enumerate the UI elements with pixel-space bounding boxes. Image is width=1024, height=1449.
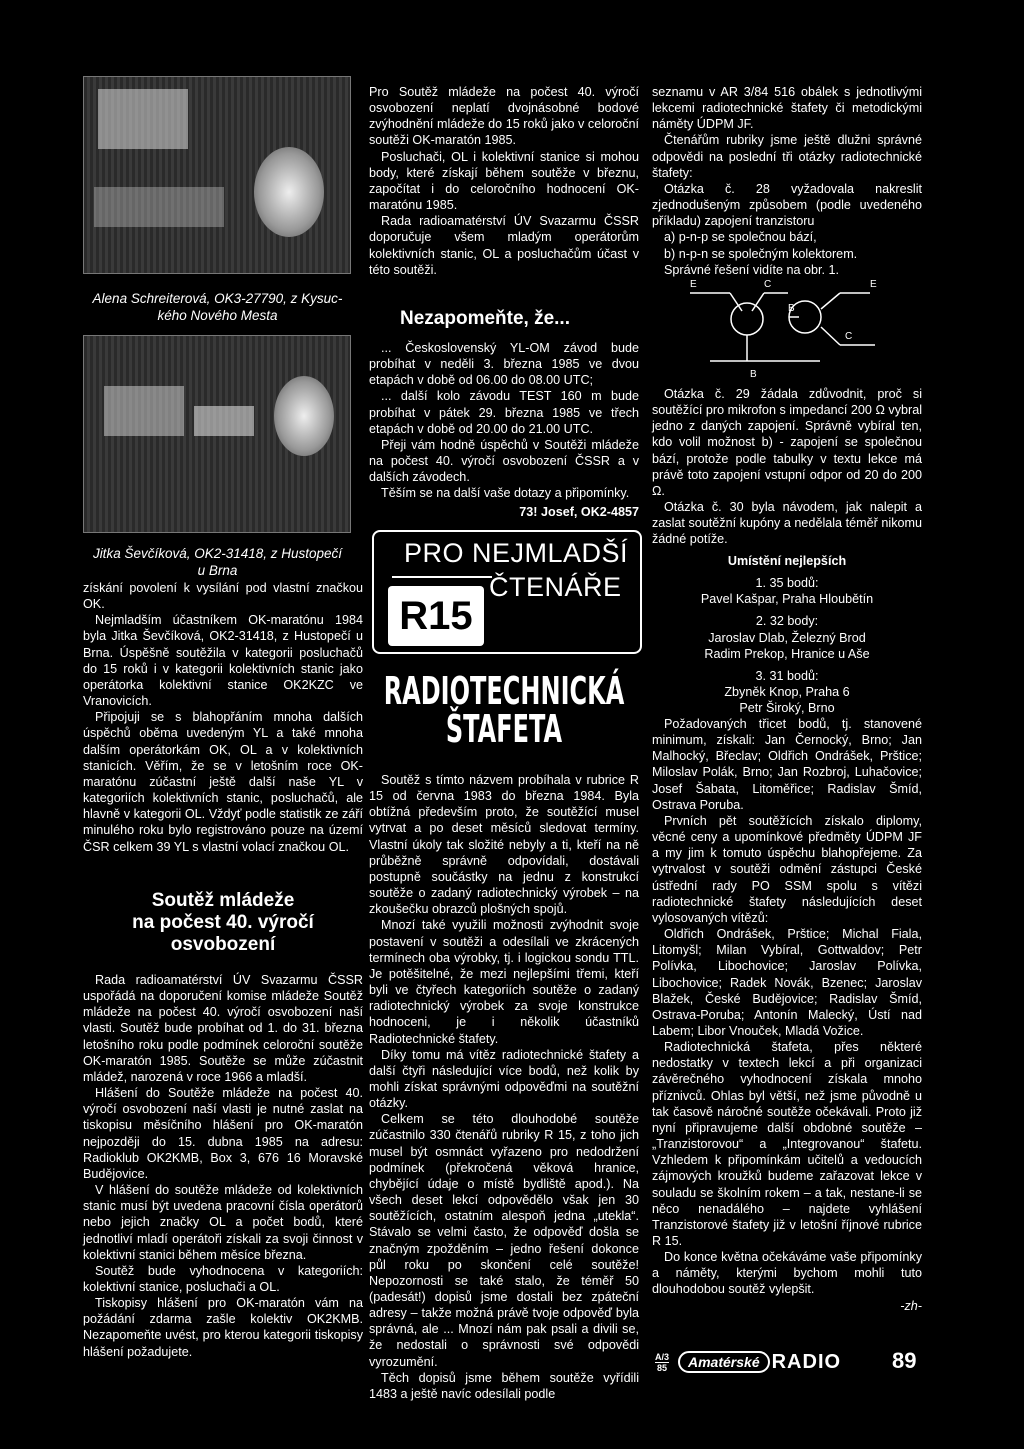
- nezapomente-heading: Nezapomeňte, že...: [400, 308, 570, 329]
- right-paragraph: Čtenářům rubriky jsme ještě dlužni správné odpovědi na poslední tři otázky radiotechnické štafety:: [652, 133, 922, 180]
- youth-section-box: [372, 530, 642, 654]
- left-column-text-2: [83, 972, 363, 1360]
- left-paragraph: Připojuji se s blahopřáním mnoha dalších úspěchů oběma uvedeným YL a také mnoha dalším operátorkám OK, OL a v kolektivních stanicích. Věřím, že se v letošním roce OK-maratónu zúčastní ještě další naše YL v kategoriích kolektivních stanic, posluchačů, ale hlavně v kategorii OL. Vždyť podle statistik ze září minulého roku bylo registrováno pouze na území ČSR celkem 39 YL s vlastní volací značkou OL.: [83, 710, 363, 854]
- right-paragraph: Otázka č. 30 byla návodem, jak nalepit a zaslat soutěžní kupóny a nedělala téměř nikomu žádné potíže.: [652, 500, 922, 547]
- middle-paragraph: Přeji vám hodně úspěchů v Soutěži mládeže na počest 40. výročí osvobození ČSSR a v dalších závodech.: [369, 437, 639, 485]
- middle-paragraph: Celkem se této dlouhodobé soutěže zúčastnilo 330 čtenářů rubriky R 15, z toho jich musel být osmnáct vyřazeno pro nedodržení podmínek (překročená věková hranice, chybějící údaje o místě bydliště apod.). Na všech deset lekcí odpovědělo však jen 30 soutěžících, ostatním alespoň jedna „utekla“. Stávalo se velmi často, že odpověď došla se značným zpožděním – jedno řešení dokonce půl roku po skončení celé soutěže! Nepozornosti se také stalo, že téměř 50 (padesát!) dopisů jsme dostali bez zpáteční adresy – takže možná právě tvoje odpověď byla správná, ale ... Mnozí nám pak psali a divili se, že nedostali o správnosti své odpovědi vyrozumění.: [369, 1112, 639, 1369]
- right-paragraph: Požadovaných třicet bodů, tj. stanovené minimum, získali: Jan Černocký, Brno; Jan Malhocký, Břeclav; Oldřich Ondrášek, Prštice; Miloslav Polák, Brno; Jan Rozbroj, Luhačovice; Josef Šabata, Litoměřice; Radislav Šmíd, Ostrava Poruba.: [652, 717, 922, 812]
- middle-paragraph: Mnozí také využili možnosti zvýhodnit svoje postavení v soutěži a odesílali ve zkrácených termínech oba výrobky, tj. i logickou sondu TTL. Je potěšitelné, že mezi nejlepšími třemi, kteří byli ve čtyřech kategoriích soutěže o zadaný radiotechnický výrobek za svoje konstrukce hodnoceni, je i několik účastníků Radiotechnické štafety.: [369, 918, 639, 1046]
- right-paragraph: Radiotechnická štafeta, přes některé nedostatky v textech lekcí a při organizaci závěrečného vyhodnocení získala mnoho příznivců. Ohlas byl větší, než jsme původně u tak časově náročné soutěže očekávali. Proto již nyní připravujeme další obdobné soutěže – „Tranzistorovou“ a „Integrovanou“ štafetu. Vzhledem k připomínkám učitelů a vedoucích zájmových kroužků budeme zařazovat lekce v souladu se školním rokem – a tak, nestane-li se něco nenadálého – najdete vyhlášení Tranzistorové štafety již v letošní říjnové rubrice R 15.: [652, 1040, 922, 1248]
- result-rank: 2. 32 body:: [755, 614, 819, 629]
- left-column-text: [83, 580, 363, 855]
- results-block: [652, 553, 922, 716]
- right-paragraph: b) n-p-n se společným kolektorem.: [664, 246, 858, 261]
- youth-contest-heading: Soutěž mládeže na počest 40. výročí osvobození: [132, 890, 314, 955]
- issue-top: A/3: [655, 1352, 670, 1362]
- left-paragraph: V hlášení do soutěže mládeže od kolektivních stanic musí být uvedena pracovní čísla operátorů nebo jejich značky OL a počet bodů, které jednotliví mladí operátoři získali za svoji činnost v kolektivní stanici během měsíce března.: [83, 1183, 363, 1262]
- result-name: Petr Široký, Brno: [739, 701, 835, 716]
- middle-paragraph: Těch dopisů jsme během soutěže vyřídili 1483 a ještě navíc odesílali podle: [369, 1370, 639, 1401]
- page-number: 89: [892, 1348, 917, 1373]
- right-paragraph: a) p-n-p se společnou bází,: [664, 230, 817, 245]
- brand-block: RADIO: [771, 1350, 842, 1373]
- middle-paragraph: Rada radioamatérství ÚV Svazarmu ČSSR doporučuje všem mladým operátorům kolektivních stanic, OL a posluchačům účast v této soutěži.: [369, 214, 639, 277]
- diagram-label: E: [870, 279, 877, 290]
- issue-number: [655, 1352, 669, 1373]
- left-paragraph: získání povolení k vysílání pod vlastní značkou OK.: [83, 581, 363, 612]
- middle-paragraph: ... další kolo závodu TEST 160 m bude probíhat v pátek 29. března 1985 ve třech etapách v době od 20.00 do 21.00 UTC.: [369, 389, 639, 436]
- left-paragraph: Soutěž bude vyhodnocena v kategoriích: kolektivní stanice, posluchači a OL.: [83, 1263, 363, 1294]
- box-title-line2: ČTENÁŘE: [489, 572, 622, 602]
- diagram-label: B: [750, 369, 757, 380]
- title-line2: ŠTAFETA: [445, 706, 563, 752]
- box-divider: [392, 576, 492, 578]
- title-line1: RADIOTECHNICKÁ: [383, 668, 625, 714]
- result-rank: 3. 31 bodů:: [755, 668, 819, 683]
- r15-logo: [388, 586, 484, 646]
- right-paragraph: Otázka č. 28 vyžadovala nakreslit zjednodušeným způsobem (podle uvedeného příkladu) zapojení tranzistoru: [652, 181, 922, 229]
- result-name: Pavel Kašpar, Praha Hloubětín: [700, 592, 874, 607]
- diagram-label: C: [764, 279, 772, 290]
- box-title-line1: PRO NEJMLADŠÍ: [404, 538, 629, 568]
- photo-alena: [83, 76, 351, 274]
- left-paragraph: Nejmladším účastníkem OK-maratónu 1984 byla Jitka Ševčíková, OK2-31418, z Hustopečí u Brna. Úspěšně soutěžila v kategorii posluchačů do 15 roků i v kategorii kolektivních stanic jako operátorka kolektivní stanice OK2KZC ve Vranovicích.: [83, 613, 363, 709]
- middle-paragraph: Pro Soutěž mládeže na počest 40. výročí osvobození neplatí dvojnásobné bodové zvýhodnění mládeže do 15 roků jako v celoroční soutěži OK-maratón 1985.: [369, 85, 639, 148]
- right-paragraph: Otázka č. 29 žádala zdůvodnit, proč si soutěžící pro mikrofon s impedancí 200 Ω vybral jedno z daných zapojení. Správně vybíral ten, kdo volil možnost b) - zapojení se společnou bází, protože podle tabulky v textu lekce má právě toto zapojení vstupní odpor od 20 do 200 Ω.: [652, 387, 922, 498]
- photo-alena-caption: Alena Schreiterová, OK3-27790, z Kysuc- kého Nového Mesta: [92, 291, 343, 323]
- radiotechnicka-title: [369, 668, 639, 714]
- author-sign: -zh-: [900, 1298, 922, 1313]
- right-column-bottom: [652, 716, 922, 1314]
- right-paragraph: Správné řešení vidíte na obr. 1.: [664, 262, 840, 277]
- right-paragraph: Do konce května očekáváme vaše připomínky a náměty, kterými bychom mohli tuto dlouhodobou soutěž vylepšit.: [652, 1250, 922, 1297]
- middle-column-article: [369, 772, 639, 1402]
- middle-paragraph: Díky tomu má vítěz radiotechnické štafety a další čtyři následující více bodů, než kolik by mohli získat správnými odpověďmi na soutěžní otázky.: [369, 1047, 639, 1111]
- right-paragraph: Oldřich Ondrášek, Prštice; Michal Fiala, Litomyšl; Milan Vybíral, Gottwaldov; Petr Polívka, Libochovice; Jaroslav Polívka, Libochovice; Radek Novák, Bzenec; Jaroslav Blažek, České Budějovice; Radislav Šmíd, Ostrava-Poruba; Antonín Malecký, Ústí nad Labem; Libor Vnouček, Mladá Vožice.: [652, 927, 922, 1038]
- magazine-logo: [678, 1350, 841, 1374]
- right-column-answers: [652, 386, 922, 548]
- middle-paragraph: Těším se na další vaše dotazy a připomínky.: [381, 486, 630, 501]
- transistor-diagram: [680, 275, 900, 385]
- diagram-label: C: [845, 331, 853, 342]
- photo-jitka: [83, 335, 351, 533]
- diagram-label: B: [788, 303, 795, 314]
- result-name: Zbyněk Knop, Praha 6: [724, 685, 850, 700]
- result-rank: 1. 35 bodů:: [755, 576, 819, 591]
- middle-column-top: [369, 84, 639, 278]
- brand-script: Amatérské: [678, 1351, 770, 1373]
- middle-paragraph: Posluchači, OL i kolektivní stanice si mohou body, které získají během soutěže v březnu, započítat i do celoročního hodnocení OK-maratónu 1985.: [369, 149, 639, 213]
- diagram-label: E: [690, 279, 697, 290]
- left-paragraph: Hlášení do Soutěže mládeže na počest 40. výročí osvobození naší vlasti je nutné zaslat na tiskopisu měsíčního hlášení pro OK-maratón nejpozději do 15. dubna 1985 na adresu: Radioklub OK2KMB, Box 3, 676 16 Moravské Budějovice.: [83, 1086, 363, 1181]
- photo-jitka-caption: Jitka Ševčíková, OK2-31418, z Hustopečí u Brna: [92, 546, 343, 578]
- middle-column-reminders: [369, 340, 639, 520]
- r15-logo-text: R15: [399, 594, 473, 638]
- left-paragraph: Tiskopisy hlášení pro OK-maratón vám na požádání zdarma zašle kolektiv OK2KMB. Nezapomeňte uvést, pro kterou kategorii tiskopisy hlášení požadujete.: [83, 1296, 363, 1359]
- stafeta-title: [369, 706, 639, 752]
- right-paragraph: seznamu v AR 3/84 516 obálek s jednotlivými lekcemi radiotechnické štafety či metodickými náměty ÚDPM JF.: [652, 85, 922, 132]
- result-name: Jaroslav Dlab, Železný Brod: [708, 630, 866, 645]
- middle-paragraph: Soutěž s tímto názvem probíhala v rubrice R 15 od června 1983 do března 1984. Byla obtížná především proto, že soutěžící musel vytrvat a po deset měsíců sledovat termíny. Vlastní úkoly tak složité nebyly a ti, kteří na ně průběžně správně odpovídali, dostávali postupně součástky na jednu z konstrukcí soutěže o zadaný radiotechnický výrobek – na zkoušečku obrazců plošných spojů.: [369, 773, 639, 917]
- middle-paragraph: ... Československý YL-OM závod bude probíhat v neděli 3. března 1985 ve dvou etapách v době od 06.00 do 08.00 UTC;: [369, 341, 639, 388]
- signature: 73! Josef, OK2-4857: [519, 504, 639, 519]
- results-heading: Umístění nejlepších: [727, 554, 847, 568]
- left-paragraph: Rada radioamatérství ÚV Svazarmu ČSSR uspořádá na doporučení komise mládeže Soutěž mládeže na počest 40. výročí osvobození naší vlasti. Soutěž bude probíhat od 1. do 31. března letošního roku podle podmínek celoroční soutěže OK-maratón 1985. Soutěže se může zúčastnit mládež, narozená v roce 1966 a mladší.: [83, 973, 363, 1084]
- result-name: Radim Prekop, Hranice u Aše: [704, 646, 870, 661]
- issue-bottom: 85: [657, 1363, 668, 1373]
- right-column-top: [652, 84, 922, 278]
- right-paragraph: Prvních pět soutěžících získalo diplomy, věcné ceny a upomínkové předměty ÚDPM JF a my jim k tomuto úspěchu blahopřejeme. Za vytrvalost v soutěži odmění zástupci České ústřední rady PO SSM spolu s vítězi radiotechnické štafety následujících deset vylosovaných vítězů:: [652, 813, 922, 925]
